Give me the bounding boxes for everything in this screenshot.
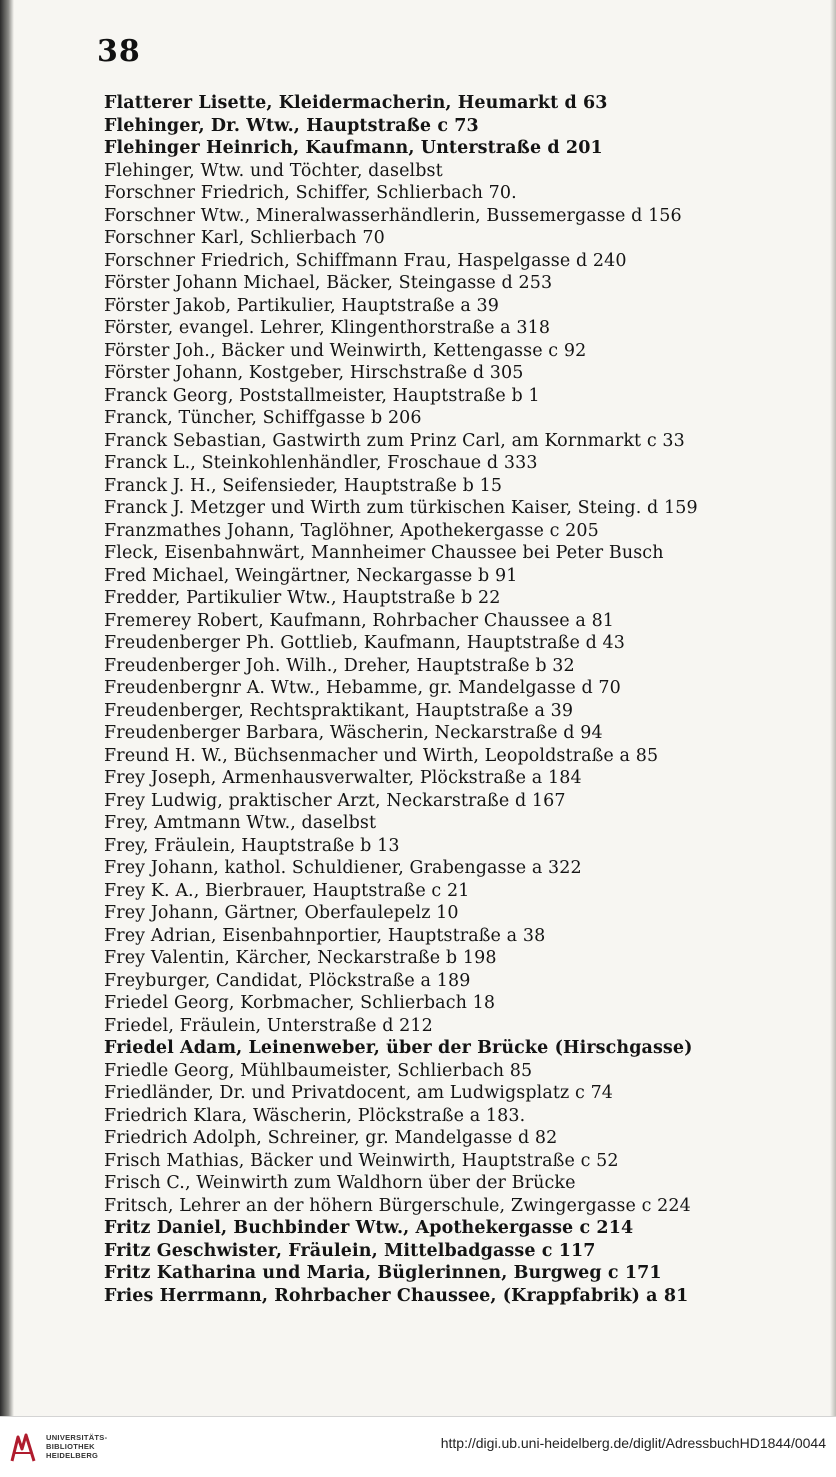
directory-entry: Forschner Friedrich, Schiffer, Schlierbach 70. bbox=[104, 183, 517, 203]
directory-entry: Friedel Georg, Korbmacher, Schlierbach 18 bbox=[104, 993, 496, 1013]
directory-entry: Forschner Karl, Schlierbach 70 bbox=[104, 228, 385, 248]
directory-entry: Friedle Georg, Mühlbaumeister, Schlierbach 85 bbox=[104, 1060, 533, 1081]
permalink-url[interactable]: http://digi.ub.uni-heidelberg.de/diglit/AdressbuchHD1844/0044 bbox=[440, 1435, 826, 1451]
directory-entry: Förster Johann Michael, Bäcker, Steingasse d 253 bbox=[104, 273, 553, 293]
logo-line: UNIVERSITÄTS- bbox=[46, 1433, 108, 1442]
directory-entry: Friedrich Klara, Wäscherin, Plöckstraße a 183. bbox=[104, 1105, 526, 1126]
directory-entry: Frey Johann, kathol. Schuldiener, Grabengasse a 322 bbox=[104, 858, 582, 878]
page-number: 38 bbox=[97, 34, 141, 69]
directory-entry: Fritsch, Lehrer an der höhern Bürgerschule, Zwingergasse c 224 bbox=[104, 1195, 691, 1216]
directory-entry: Frisch Mathias, Bäcker und Weinwirth, Hauptstraße c 52 bbox=[104, 1150, 619, 1171]
directory-entry: Frey Valentin, Kärcher, Neckarstraße b 198 bbox=[104, 948, 497, 968]
directory-entry: Frey Joseph, Armenhausverwalter, Plöckstraße a 184 bbox=[104, 768, 582, 788]
directory-entry: Freudenberger, Rechtspraktikant, Hauptstraße a 39 bbox=[104, 700, 574, 721]
directory-entry: Franck J. Metzger und Wirth zum türkischen Kaiser, Steing. d 159 bbox=[104, 498, 698, 518]
directory-entry: Forschner Friedrich, Schiffmann Frau, Haspelgasse d 240 bbox=[104, 250, 627, 271]
directory-entry: Freudenberger Joh. Wilh., Dreher, Hauptstraße b 32 bbox=[104, 655, 575, 676]
directory-entry: Fremerey Robert, Kaufmann, Rohrbacher Chaussee a 81 bbox=[104, 610, 615, 631]
directory-entry: Fritz Daniel, Buchbinder Wtw., Apothekergasse c 214 bbox=[104, 1218, 634, 1238]
directory-entry: Forschner Wtw., Mineralwasserhändlerin, Bussemergasse d 156 bbox=[104, 205, 682, 226]
directory-entry: Flatterer Lisette, Kleidermacherin, Heumarkt d 63 bbox=[104, 93, 608, 113]
directory-entry: Frey, Amtmann Wtw., daselbst bbox=[104, 813, 377, 833]
library-logo-icon bbox=[8, 1431, 38, 1465]
directory-entry: Flehinger, Dr. Wtw., Hauptstraße c 73 bbox=[104, 115, 479, 136]
directory-entry: Flehinger Heinrich, Kaufmann, Unterstraße d 201 bbox=[104, 138, 603, 158]
directory-entry: Frisch C., Weinwirth zum Waldhorn über der Brücke bbox=[104, 1173, 576, 1193]
directory-entry: Fritz Geschwister, Fräulein, Mittelbadgasse c 117 bbox=[104, 1240, 596, 1261]
directory-entry: Friedel, Fräulein, Unterstraße d 212 bbox=[104, 1015, 433, 1036]
directory-entry: Freyburger, Candidat, Plöckstraße a 189 bbox=[104, 970, 471, 991]
directory-entries bbox=[104, 92, 794, 1307]
directory-entry: Förster, evangel. Lehrer, Klingenthorstraße a 318 bbox=[104, 318, 551, 338]
directory-entry: Freudenberger Ph. Gottlieb, Kaufmann, Hauptstraße d 43 bbox=[104, 633, 626, 653]
directory-entry: Fritz Katharina und Maria, Büglerinnen, Burgweg c 171 bbox=[104, 1263, 662, 1283]
directory-entry: Friedel Adam, Leinenweber, über der Brücke (Hirschgasse) bbox=[104, 1038, 693, 1058]
directory-entry: Förster Johann, Kostgeber, Hirschstraße d 305 bbox=[104, 363, 524, 383]
directory-entry: Fred Michael, Weingärtner, Neckargasse b 91 bbox=[104, 565, 518, 586]
directory-entry: Freudenbergnr A. Wtw., Hebamme, gr. Mandelgasse d 70 bbox=[104, 678, 621, 698]
directory-entry: Frey Johann, Gärtner, Oberfaulepelz 10 bbox=[104, 903, 459, 923]
directory-entry: Förster Jakob, Partikulier, Hauptstraße a 39 bbox=[104, 295, 499, 316]
viewer-footer bbox=[0, 1416, 836, 1477]
directory-entry: Friedländer, Dr. und Privatdocent, am Ludwigsplatz c 74 bbox=[104, 1083, 614, 1103]
directory-entry: Friedrich Adolph, Schreiner, gr. Mandelgasse d 82 bbox=[104, 1128, 558, 1148]
logo-line: HEIDELBERG bbox=[46, 1451, 99, 1460]
directory-entry: Freudenberger Barbara, Wäscherin, Neckarstraße d 94 bbox=[104, 723, 603, 743]
directory-entry: Freund H. W., Büchsenmacher und Wirth, Leopoldstraße a 85 bbox=[104, 745, 659, 766]
library-logo[interactable] bbox=[8, 1429, 128, 1469]
directory-entry: Fries Herrmann, Rohrbacher Chaussee, (Krappfabrik) a 81 bbox=[104, 1285, 689, 1306]
directory-entry: Franck Sebastian, Gastwirth zum Prinz Carl, am Kornmarkt c 33 bbox=[104, 430, 685, 451]
directory-entry: Franck J. H., Seifensieder, Hauptstraße b 15 bbox=[104, 475, 503, 496]
directory-entry: Förster Joh., Bäcker und Weinwirth, Kettengasse c 92 bbox=[104, 340, 587, 361]
directory-entry: Franck L., Steinkohlenhändler, Froschaue d 333 bbox=[104, 453, 538, 473]
directory-entry: Frey Ludwig, praktischer Arzt, Neckarstraße d 167 bbox=[104, 790, 566, 811]
logo-line: BIBLIOTHEK bbox=[46, 1442, 95, 1451]
directory-entry: Frey, Fräulein, Hauptstraße b 13 bbox=[104, 835, 400, 856]
directory-entry: Frey K. A., Bierbrauer, Hauptstraße c 21 bbox=[104, 880, 470, 901]
directory-entry: Franck, Tüncher, Schiffgasse b 206 bbox=[104, 408, 422, 428]
directory-entry: Franzmathes Johann, Taglöhner, Apothekergasse c 205 bbox=[104, 520, 599, 541]
directory-entry: Flehinger, Wtw. und Töchter, daselbst bbox=[104, 160, 443, 181]
directory-entry: Fleck, Eisenbahnwärt, Mannheimer Chaussee bei Peter Busch bbox=[104, 543, 664, 563]
directory-entry: Franck Georg, Poststallmeister, Hauptstraße b 1 bbox=[104, 385, 540, 406]
directory-entry: Fredder, Partikulier Wtw., Hauptstraße b 22 bbox=[104, 588, 501, 608]
directory-entry: Frey Adrian, Eisenbahnportier, Hauptstraße a 38 bbox=[104, 925, 546, 946]
library-logo-text bbox=[46, 1433, 107, 1460]
